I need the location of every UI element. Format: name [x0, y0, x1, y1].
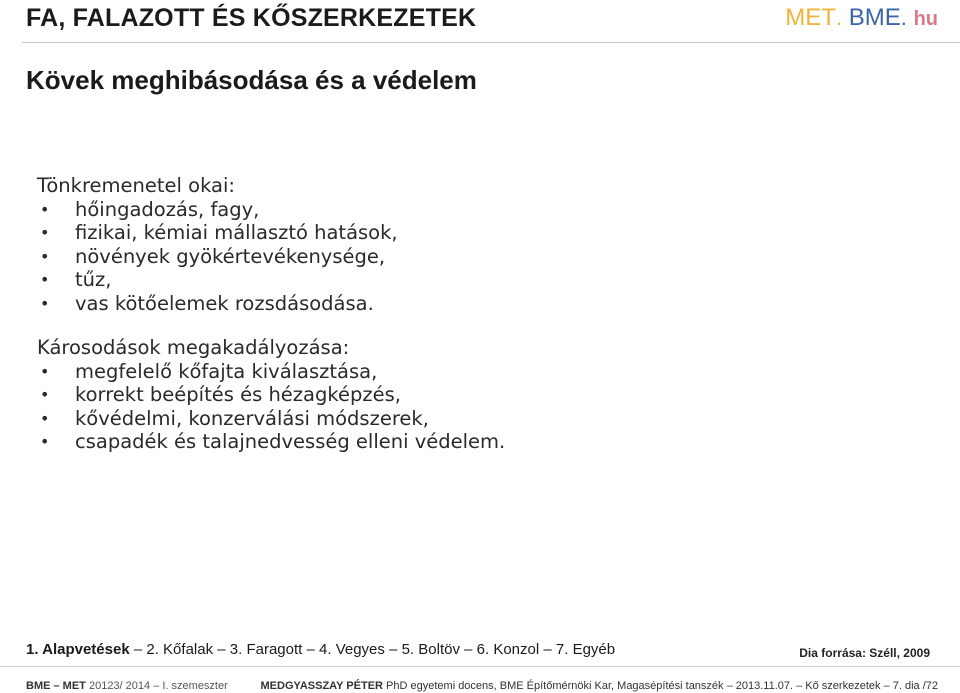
nav-separator: –	[384, 641, 402, 658]
logo-bme: BME	[848, 4, 901, 31]
nav-separator: –	[129, 641, 147, 658]
bullet-icon: •	[40, 361, 50, 381]
logo-met: MET	[785, 4, 836, 31]
bullet-icon: •	[40, 293, 50, 313]
footer-right	[261, 680, 938, 692]
course-title: FA, FALAZOTT ÉS KŐSZERKEZETEK	[26, 4, 477, 32]
slide-source: Dia forrása: Széll, 2009	[799, 646, 930, 660]
chapter-navigation	[26, 641, 615, 658]
footer-author: MEDGYASSZAY PÉTER	[260, 680, 383, 692]
damage-prevention-heading: Károsodások megakadályozása:	[37, 336, 350, 359]
list-item	[37, 245, 398, 269]
list-item-text: korrekt beépítés és hézagképzés,	[75, 383, 401, 406]
header-divider	[22, 42, 960, 43]
list-item-text: növények gyökértevékenysége,	[75, 244, 386, 268]
nav-item-egyeb[interactable]: 7. Egyéb	[555, 641, 616, 658]
list-item	[37, 360, 505, 384]
footer-institution: BME – MET	[26, 680, 86, 692]
list-item	[37, 268, 398, 292]
logo-dot-2: .	[900, 5, 907, 30]
list-item	[37, 221, 398, 245]
failure-causes-list	[37, 198, 398, 316]
damage-prevention-list	[37, 360, 505, 454]
bullet-icon: •	[40, 246, 50, 266]
bullet-icon: •	[40, 270, 50, 289]
list-item-text: kővédelmi, konzerválási módszerek,	[75, 406, 429, 430]
nav-item-kofalak[interactable]: 2. Kőfalak	[146, 641, 214, 658]
bullet-icon: •	[40, 199, 50, 219]
list-item-text: vas kötőelemek rozsdásodása.	[75, 291, 374, 315]
list-item-text: tűz,	[75, 268, 112, 291]
failure-causes-section	[37, 174, 398, 315]
damage-prevention-section	[37, 336, 505, 454]
nav-separator: –	[539, 641, 556, 658]
nav-item-faragott[interactable]: 3. Faragott	[229, 641, 303, 658]
list-item-text: csapadék és talajnedvesség elleni védelem.	[75, 430, 506, 453]
nav-separator: –	[213, 641, 230, 658]
nav-item-konzol[interactable]: 6. Konzol	[476, 641, 540, 658]
list-item	[37, 198, 398, 222]
list-item	[37, 407, 505, 431]
bullet-icon: •	[40, 408, 50, 428]
bullet-icon: •	[40, 385, 50, 404]
list-item	[37, 383, 505, 407]
list-item	[37, 292, 398, 316]
footer-details: PhD egyetemi docens, BME Építőmérnöki Kar, Magasépítési tanszék – 2013.11.07. – Kő szerkezetek – 7. dia /72	[386, 680, 938, 692]
bullet-icon: •	[40, 432, 50, 451]
list-item-text: hőingadozás, fagy,	[75, 197, 260, 221]
bullet-icon: •	[40, 223, 50, 242]
nav-separator: –	[459, 641, 477, 658]
footer-left	[26, 680, 228, 692]
failure-causes-heading: Tönkremenetel okai:	[37, 174, 235, 197]
logo-hu: hu	[913, 8, 938, 30]
footer	[0, 666, 960, 693]
list-item-text: fizikai, kémiai mállasztó hatások,	[75, 221, 398, 244]
slide-title: Kövek meghibásodása és a védelem	[26, 65, 477, 95]
nav-item-vegyes[interactable]: 4. Vegyes	[319, 641, 385, 658]
footer-semester: 20123/ 2014 – I. szemeszter	[88, 680, 228, 692]
nav-item-boltov[interactable]: 5. Boltöv	[401, 641, 460, 658]
nav-item-alapvetesek[interactable]: 1. Alapvetések	[26, 641, 130, 658]
nav-separator: –	[302, 641, 320, 658]
met-bme-logo[interactable]	[785, 4, 938, 32]
logo-dot-1: .	[835, 5, 843, 30]
list-item-text: megfelelő kőfajta kiválasztása,	[75, 359, 378, 383]
list-item	[37, 430, 505, 454]
